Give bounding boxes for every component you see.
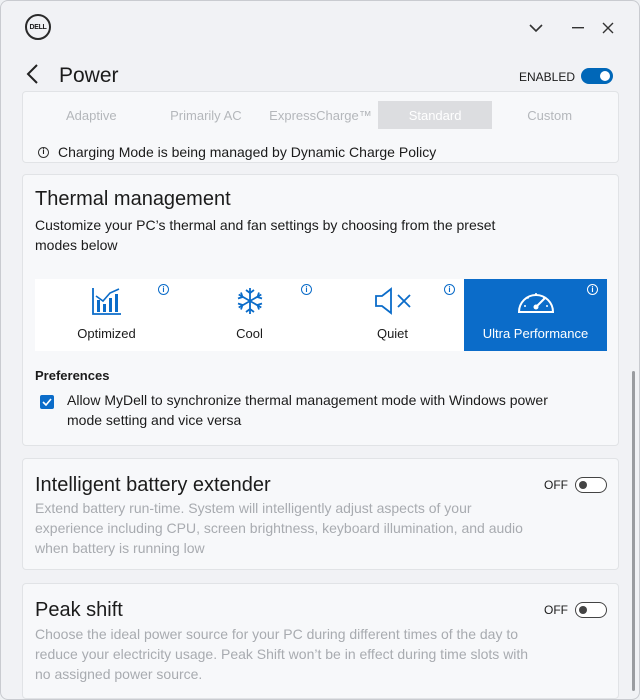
thermal-mode-selector [35, 279, 607, 351]
battery-extender-title: Intelligent battery extender [35, 474, 271, 496]
chevron-down-icon[interactable] [525, 17, 547, 39]
tab-expresscharge[interactable]: ExpressCharge™ [269, 107, 372, 123]
peak-shift-description: Choose the ideal power source for your PC during different times of the day to reduce your electricity usage. Peak Shift won’t be in effect during time slots with no assigned power source. [35, 626, 529, 682]
info-icon[interactable]: i [444, 284, 455, 295]
charging-note-text: Charging Mode is being managed by Dynamic Charge Policy [58, 144, 437, 160]
mode-optimized[interactable] [35, 279, 178, 351]
info-icon: i [38, 147, 49, 158]
peak-shift-state: OFF [544, 603, 568, 617]
peak-shift-toggle[interactable] [575, 602, 607, 618]
tab-adaptive[interactable]: Adaptive [66, 107, 117, 123]
mode-label: Cool [236, 326, 263, 341]
sync-checkbox-label: Allow MyDell to synchronize thermal management mode with Windows power mode setting and vice versa [67, 392, 548, 428]
mode-quiet[interactable] [321, 279, 464, 351]
info-icon[interactable]: i [158, 284, 169, 295]
peak-shift-title: Peak shift [35, 599, 123, 621]
preferences-heading: Preferences [35, 368, 110, 383]
mode-cool[interactable] [178, 279, 321, 351]
back-button[interactable] [25, 63, 45, 87]
minimize-button[interactable] [567, 17, 589, 39]
tab-primarily-ac[interactable]: Primarily AC [170, 107, 242, 123]
vertical-scrollbar[interactable] [632, 371, 635, 691]
info-icon[interactable]: i [587, 284, 598, 295]
thermal-description: Customize your PC’s thermal and fan settings by choosing from the preset modes below [35, 217, 496, 253]
page-title: Power [59, 64, 119, 87]
mode-label: Ultra Performance [482, 326, 589, 341]
enabled-label: ENABLED [519, 70, 576, 84]
sync-checkbox[interactable] [40, 395, 54, 409]
chevron-left-icon [25, 63, 39, 85]
charging-policy-note [38, 144, 436, 160]
checkmark-icon [42, 398, 52, 406]
speedometer-icon [515, 286, 557, 316]
power-enabled-toggle[interactable] [581, 68, 613, 84]
thermal-title: Thermal management [35, 188, 231, 210]
battery-extender-state: OFF [544, 478, 568, 492]
snowflake-icon [235, 286, 265, 316]
mode-label: Quiet [376, 326, 409, 341]
close-button[interactable] [597, 17, 619, 39]
mode-label: Optimized [77, 326, 136, 341]
battery-extender-description: Extend battery run-time. System will intelligently adjust aspects of your experience including CPU, screen brightness, keyboard illumination, and audio when battery is running low [35, 500, 523, 556]
battery-extender-toggle[interactable] [575, 477, 607, 493]
dell-logo: DELL [25, 14, 51, 40]
speaker-mute-icon [373, 286, 413, 316]
close-icon [602, 22, 614, 34]
info-icon[interactable]: i [301, 284, 312, 295]
mode-ultra-performance[interactable] [464, 279, 607, 351]
charging-mode-tabs [34, 101, 607, 129]
tab-standard[interactable]: Standard [378, 101, 493, 129]
tab-custom[interactable]: Custom [527, 107, 573, 123]
chart-icon [91, 286, 123, 316]
